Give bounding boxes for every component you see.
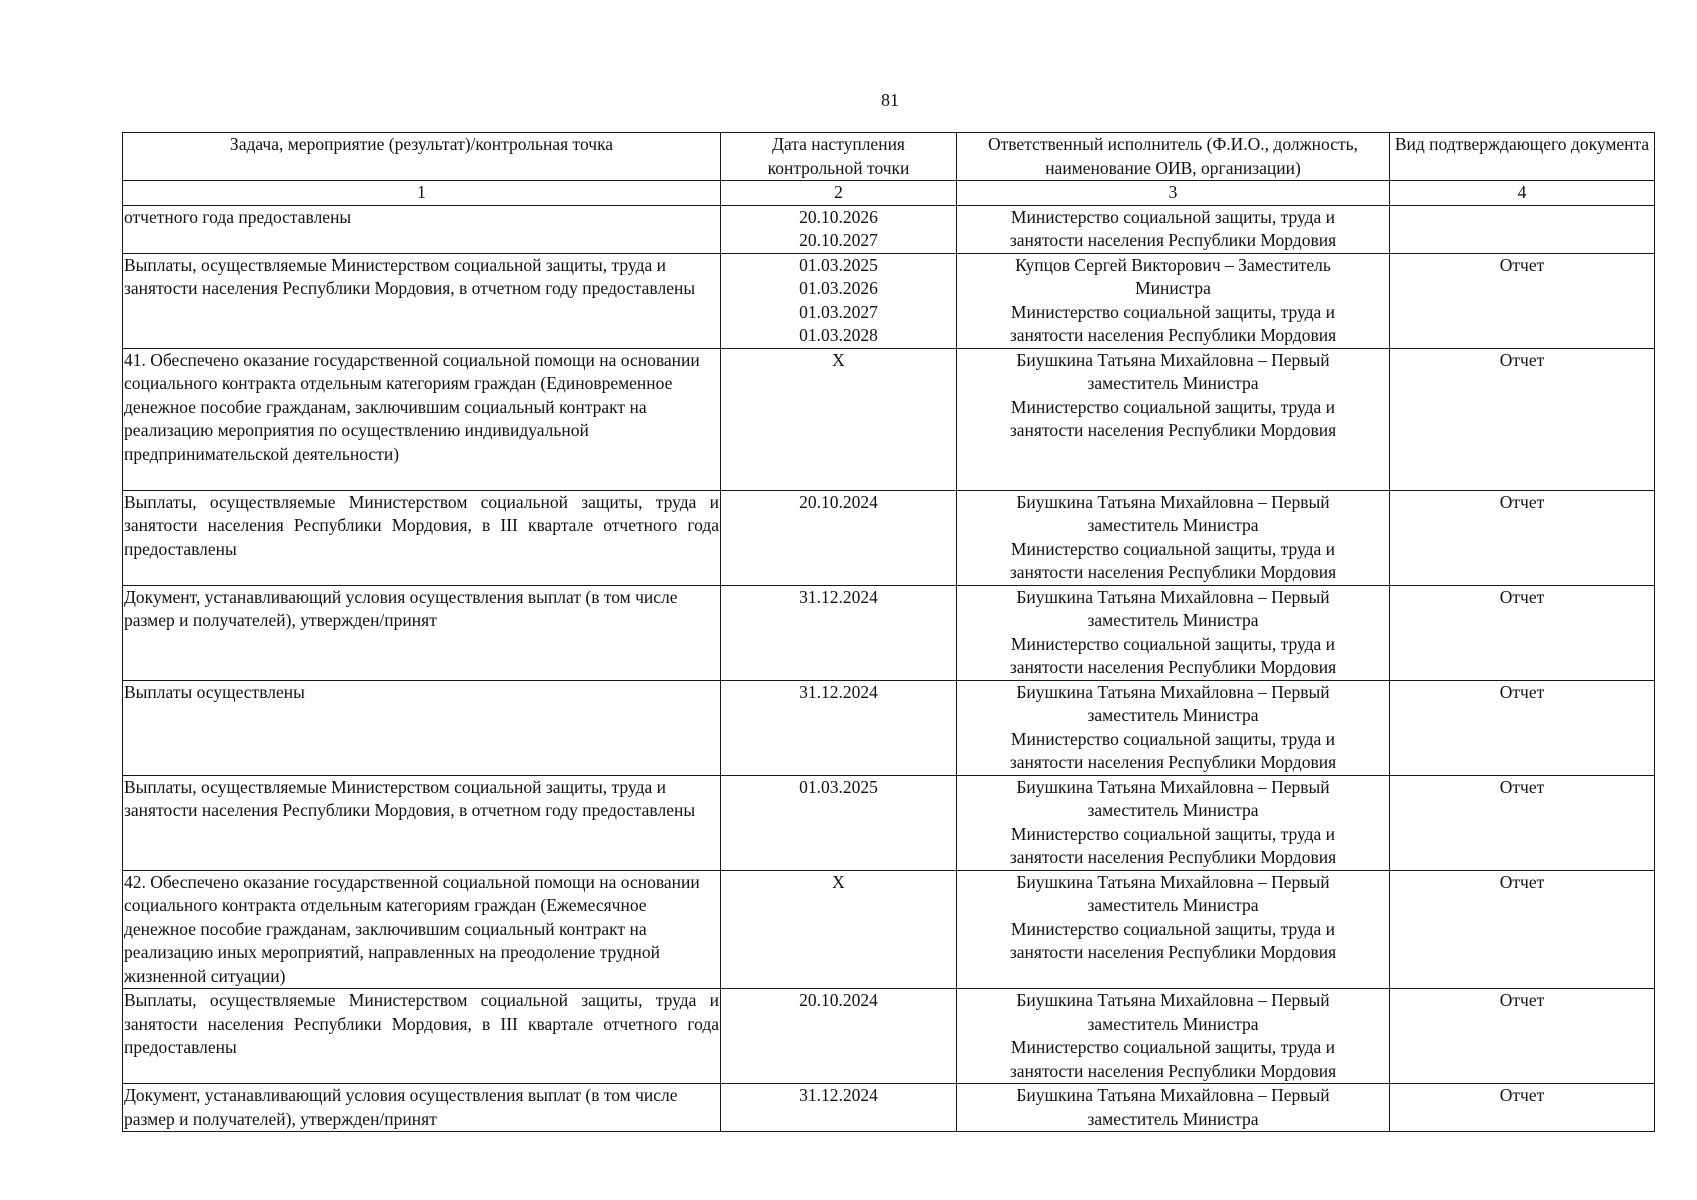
header-date: Дата наступления контрольной точки	[721, 133, 957, 181]
plan-table	[122, 132, 1655, 1132]
header-row	[123, 133, 1655, 181]
executor-cell	[957, 205, 1390, 253]
date-cell	[721, 1084, 957, 1132]
executor-line: Министерство социальной защиты, труда и	[1010, 918, 1336, 939]
executor-line: Биушкина Татьяна Михайловна – Первый	[1016, 349, 1330, 370]
executor-line: Купцов Сергей Викторович – Заместитель	[1015, 254, 1331, 275]
column-number: 2	[721, 181, 957, 206]
document-type-cell: Отчет	[1390, 490, 1655, 585]
task-cell: 41. Обеспечено оказание государственной социальной помощи на основании социального контракта отдельным категориям граждан (Единовременное денежное пособие гражданам, заключившим социальный контракт на реализацию мероприятия по осуществлению индивидуальной предпринимательской деятельности)	[123, 348, 721, 490]
executor-cell	[957, 775, 1390, 870]
executor-line: заместитель Министра	[1087, 800, 1259, 820]
document-type-cell	[1390, 205, 1655, 253]
control-date: 20.10.2026	[799, 206, 878, 227]
document-type-cell: Отчет	[1390, 348, 1655, 490]
executor-line: заместитель Министра	[1087, 1108, 1259, 1129]
executor-line: занятости населения Республики Мордовия	[1009, 1060, 1337, 1081]
executor-line: Министерство социальной защиты, труда и	[1010, 396, 1336, 417]
table-row	[123, 348, 1655, 490]
control-date: Х	[832, 871, 845, 892]
executor-line: Биушкина Татьяна Михайловна – Первый	[1016, 776, 1330, 797]
executor-line: Биушкина Татьяна Михайловна – Первый	[1016, 586, 1330, 607]
executor-cell	[957, 680, 1390, 775]
control-date: 31.12.2024	[799, 586, 878, 607]
executor-line: занятости населения Республики Мордовия	[1009, 562, 1337, 582]
document-type-cell: Отчет	[1390, 870, 1655, 989]
table-row	[123, 585, 1655, 680]
executor-line: Биушкина Татьяна Михайловна – Первый	[1016, 871, 1330, 892]
task-cell: отчетного года предоставлены	[123, 205, 721, 253]
executor-line: заместитель Министра	[1087, 610, 1259, 630]
column-number: 3	[957, 181, 1390, 206]
page-number: 81	[881, 90, 899, 110]
executor-line: Министерство социальной защиты, труда и	[1010, 823, 1336, 844]
executor-line: Биушкина Татьяна Михайловна – Первый	[1016, 1085, 1330, 1105]
executor-line: занятости населения Республики Мордовия	[1009, 230, 1337, 250]
task-cell: Выплаты, осуществляемые Министерством социальной защиты, труда и занятости населения Республики Мордовия, в III квартале отчетного года предоставлены	[123, 989, 721, 1084]
control-date: 31.12.2024	[799, 681, 878, 702]
table-body	[123, 205, 1655, 1132]
executor-cell	[957, 870, 1390, 989]
control-date: 31.12.2024	[799, 1085, 878, 1105]
executor-line: занятости населения Республики Мордовия	[1009, 847, 1337, 867]
date-cell	[721, 775, 957, 870]
executor-line: занятости населения Республики Мордовия	[1009, 752, 1337, 772]
column-number-row	[123, 181, 1655, 206]
document-type-cell: Отчет	[1390, 680, 1655, 775]
task-cell: 42. Обеспечено оказание государственной социальной помощи на основании социального контракта отдельным категориям граждан (Ежемесячное денежное пособие гражданам, заключившим социальный контракт на реализацию иных мероприятий, направленных на преодоление трудной жизненной ситуации)	[123, 870, 721, 989]
executor-cell	[957, 585, 1390, 680]
task-cell: Выплаты, осуществляемые Министерством социальной защиты, труда и занятости населения Республики Мордовия, в отчетном году предоставлены	[123, 253, 721, 348]
executor-line: заместитель Министра	[1087, 705, 1259, 725]
task-cell: Выплаты осуществлены	[123, 680, 721, 775]
executor-line: Биушкина Татьяна Михайловна – Первый	[1016, 681, 1330, 702]
table-row	[123, 870, 1655, 989]
executor-line: Биушкина Татьяна Михайловна – Первый	[1016, 990, 1330, 1010]
control-date: 20.10.2024	[799, 491, 878, 512]
control-date: 01.03.2028	[799, 325, 878, 345]
executor-cell	[957, 490, 1390, 585]
header-task: Задача, мероприятие (результат)/контрольная точка	[123, 133, 721, 181]
date-cell	[721, 585, 957, 680]
header-document: Вид подтверждающего документа	[1390, 133, 1655, 181]
control-date: Х	[832, 349, 845, 370]
column-number: 4	[1390, 181, 1655, 206]
column-number: 1	[123, 181, 721, 206]
executor-line: Министерство социальной защиты, труда и	[1010, 206, 1336, 227]
executor-line: Министерство социальной защиты, труда и	[1010, 538, 1336, 559]
executor-line: Биушкина Татьяна Михайловна – Первый	[1016, 491, 1330, 512]
date-cell	[721, 870, 957, 989]
table-row	[123, 253, 1655, 348]
executor-cell	[957, 989, 1390, 1084]
header-executor: Ответственный исполнитель (Ф.И.О., должность, наименование ОИВ, организации)	[957, 133, 1390, 181]
control-date: 01.03.2025	[799, 776, 878, 797]
table-row	[123, 205, 1655, 253]
executor-cell	[957, 348, 1390, 490]
control-date: 01.03.2027	[799, 301, 878, 322]
date-cell	[721, 253, 957, 348]
date-cell	[721, 348, 957, 490]
control-date: 01.03.2026	[799, 278, 878, 298]
document-type-cell: Отчет	[1390, 989, 1655, 1084]
document-type-cell: Отчет	[1390, 1084, 1655, 1132]
document-type-cell: Отчет	[1390, 585, 1655, 680]
control-date: 20.10.2024	[799, 990, 878, 1010]
executor-line: занятости населения Республики Мордовия	[1009, 420, 1337, 440]
task-cell: Выплаты, осуществляемые Министерством социальной защиты, труда и занятости населения Республики Мордовия, в отчетном году предоставлены	[123, 775, 721, 870]
document-type-cell: Отчет	[1390, 253, 1655, 348]
table-row	[123, 1084, 1655, 1132]
date-cell	[721, 490, 957, 585]
table-row	[123, 989, 1655, 1084]
control-date: 01.03.2025	[799, 254, 878, 275]
table-row	[123, 775, 1655, 870]
task-cell: Документ, устанавливающий условия осуществления выплат (в том числе размер и получателей), утвержден/принят	[123, 585, 721, 680]
document-type-cell: Отчет	[1390, 775, 1655, 870]
control-date: 20.10.2027	[799, 230, 878, 250]
task-cell: Документ, устанавливающий условия осуществления выплат (в том числе размер и получателей), утвержден/принят	[123, 1084, 721, 1132]
executor-line: Министерство социальной защиты, труда и	[1010, 1037, 1336, 1057]
date-cell	[721, 680, 957, 775]
date-cell	[721, 989, 957, 1084]
date-cell	[721, 205, 957, 253]
table-row	[123, 490, 1655, 585]
executor-line: заместитель Министра	[1087, 895, 1259, 915]
executor-line: Министерство социальной защиты, труда и	[1010, 728, 1336, 749]
executor-line: занятости населения Республики Мордовия	[1009, 325, 1337, 345]
executor-line: занятости населения Республики Мордовия	[1009, 657, 1337, 677]
executor-line: Министерство социальной защиты, труда и	[1010, 301, 1336, 322]
executor-cell	[957, 1084, 1390, 1132]
executor-line: Министра	[1135, 278, 1211, 298]
executor-line: заместитель Министра	[1087, 373, 1259, 393]
task-cell: Выплаты, осуществляемые Министерством социальной защиты, труда и занятости населения Республики Мордовия, в III квартале отчетного года предоставлены	[123, 490, 721, 585]
executor-line: заместитель Министра	[1087, 1013, 1259, 1034]
executor-line: заместитель Министра	[1087, 515, 1259, 535]
table-row	[123, 680, 1655, 775]
executor-line: занятости населения Республики Мордовия	[1009, 942, 1337, 962]
executor-line: Министерство социальной защиты, труда и	[1010, 633, 1336, 654]
executor-cell	[957, 253, 1390, 348]
